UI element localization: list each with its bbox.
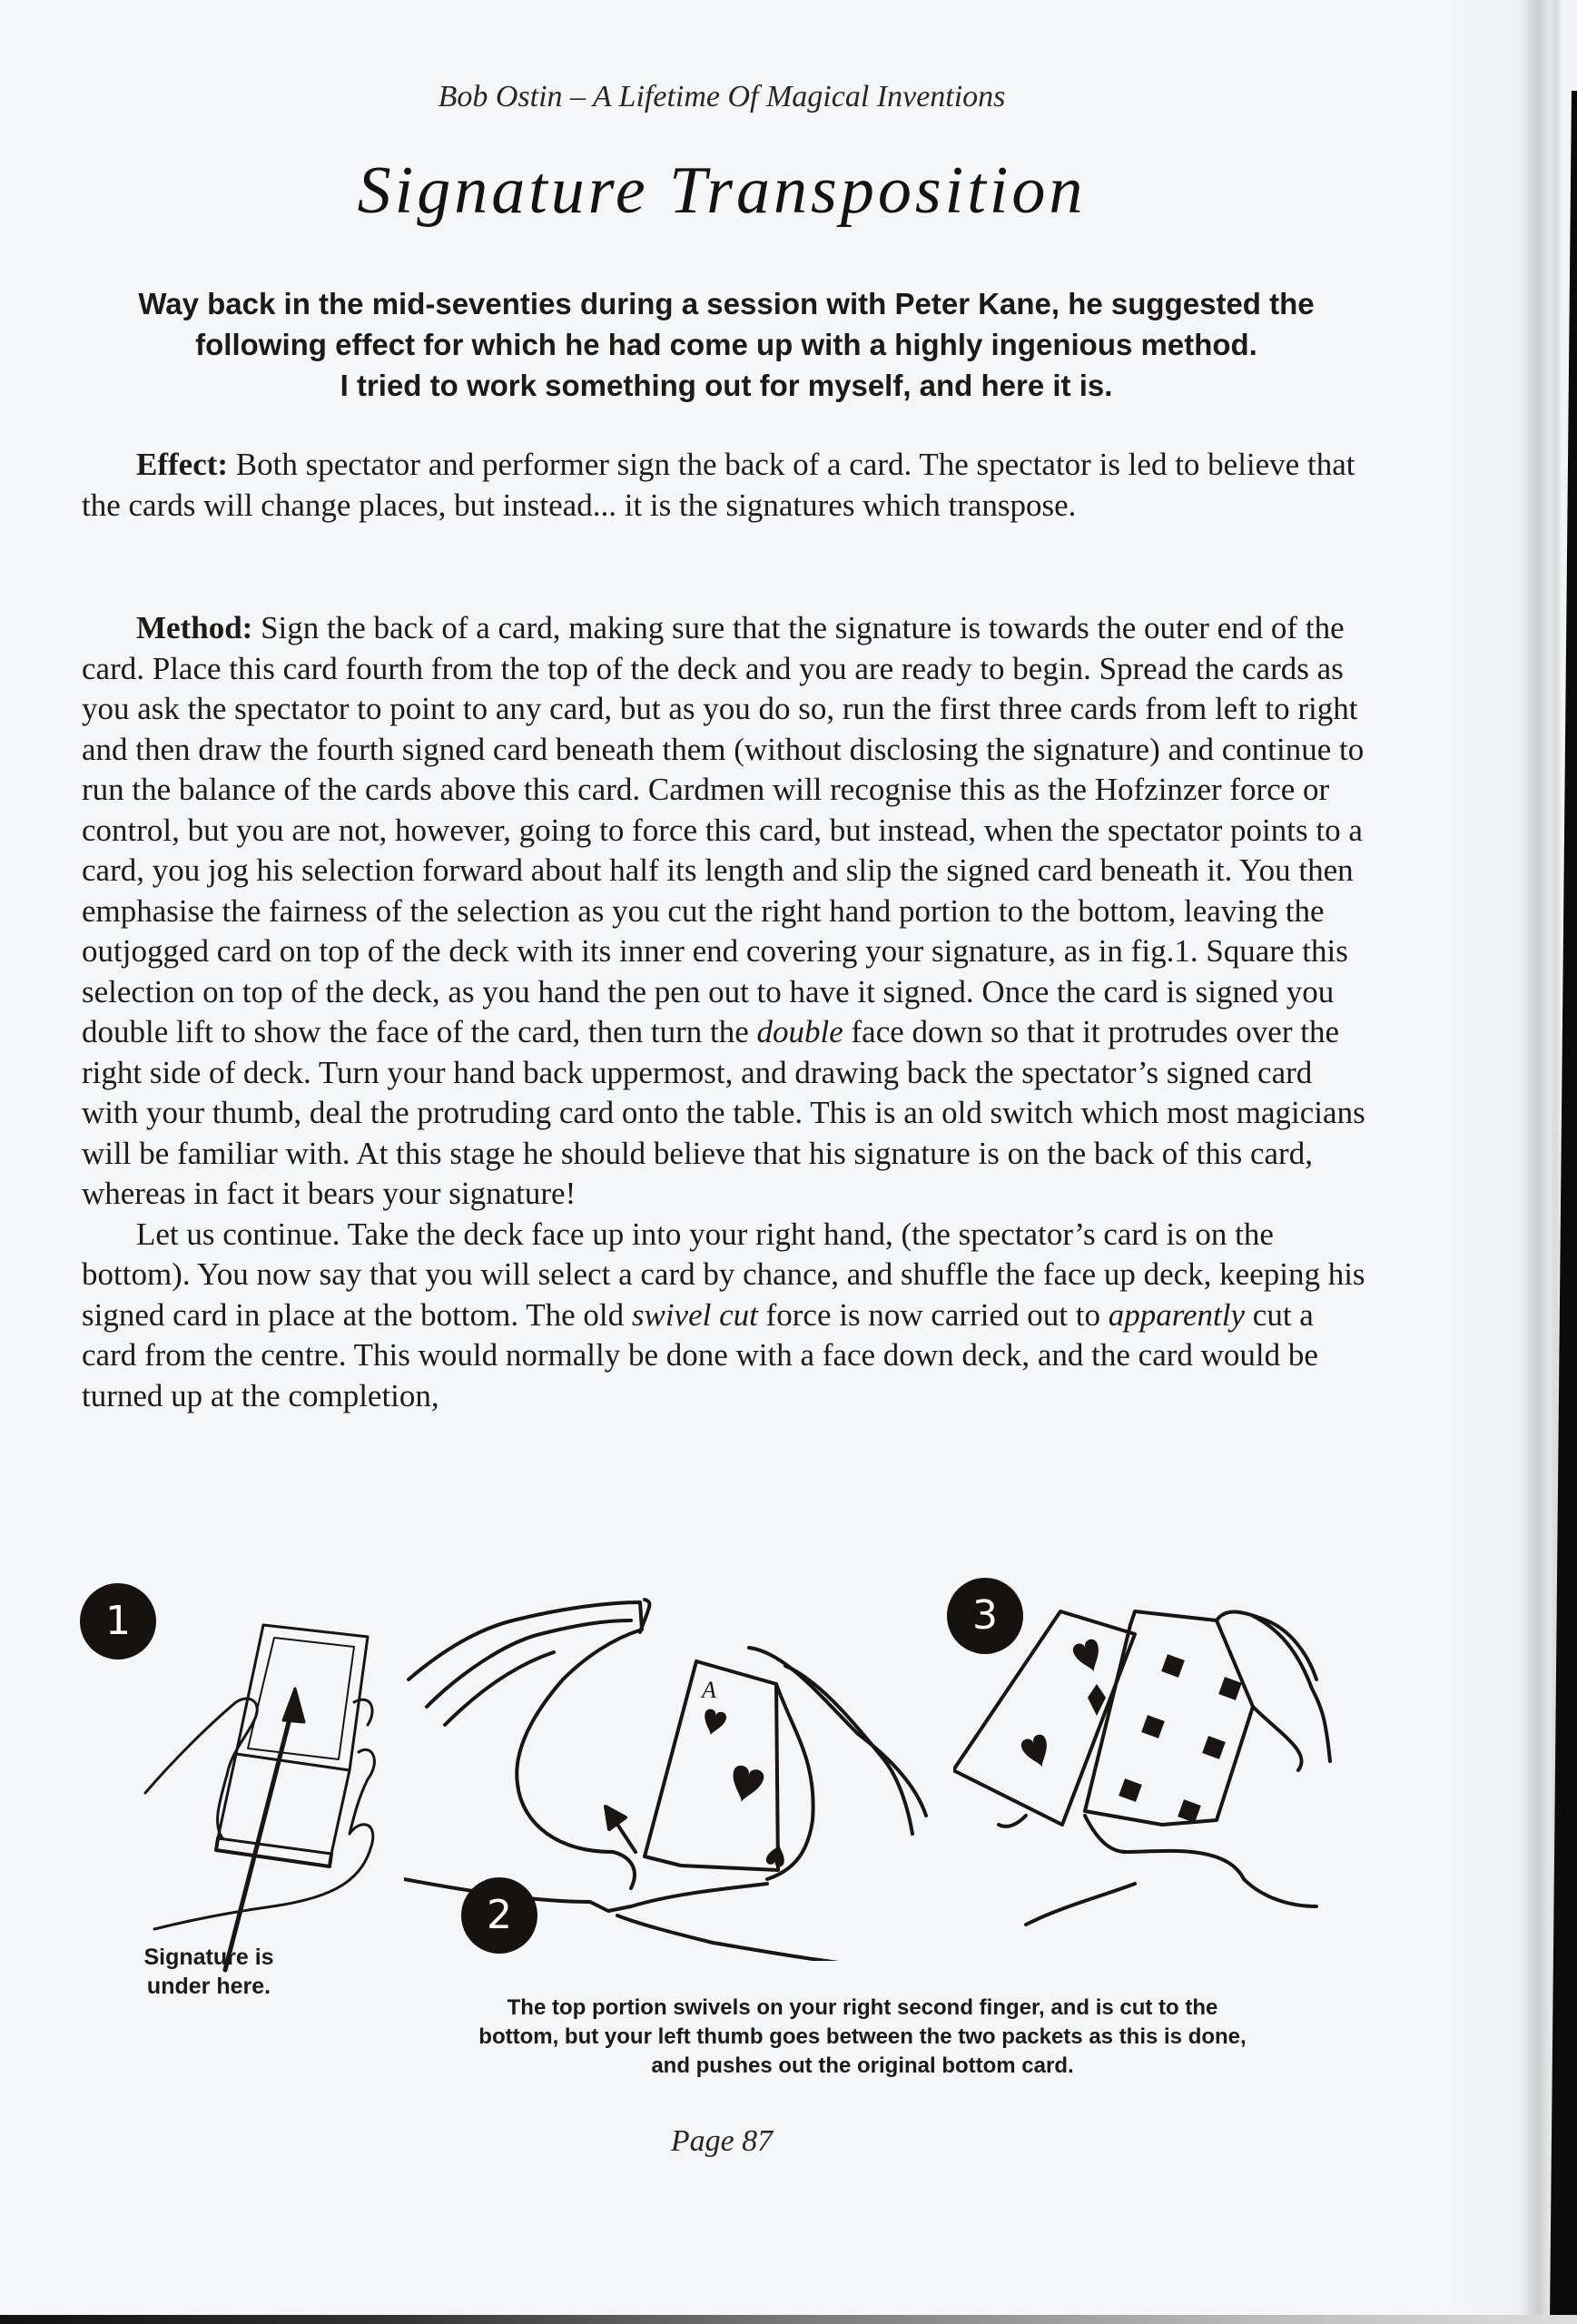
cards-pushed-out-illustration bbox=[953, 1580, 1353, 1961]
caption-line: bottom, but your left thumb goes between the two packets as this is done, bbox=[478, 2024, 1247, 2049]
effect-section bbox=[82, 445, 1371, 526]
intro-line: Way back in the mid-seventies during a session with Peter Kane, he suggested the bbox=[138, 287, 1315, 320]
continue-paragraph bbox=[82, 1215, 1371, 1417]
page-number: Page 87 bbox=[670, 2124, 774, 2158]
effect-paragraph bbox=[82, 445, 1371, 526]
intro-line: following effect for which he had come up with a highly ingenious method. bbox=[195, 328, 1257, 361]
figure-2-badge: 2 bbox=[461, 1877, 537, 1954]
method-paragraph bbox=[82, 608, 1371, 1215]
continue-text: force is now carried out to bbox=[757, 1296, 1109, 1333]
method-label: Method: bbox=[136, 610, 253, 645]
figure-caption bbox=[427, 1994, 1298, 2081]
caption-line: The top portion swivels on your right second finger, and is cut to the bbox=[507, 1995, 1218, 2020]
figure-1-label bbox=[118, 1943, 300, 2001]
caption-line: and pushes out the original bottom card. bbox=[651, 2053, 1074, 2078]
figure-1-badge: 1 bbox=[80, 1583, 156, 1659]
continue-text: cut a card from the centre. This would normally be done with a face down deck, and the card would be turned up at the completion, bbox=[82, 1296, 1318, 1413]
page-bottom-edge bbox=[0, 2315, 1577, 2324]
effect-label: Effect: bbox=[136, 447, 229, 482]
method-text: face down so that it protrudes over the right side of deck. Turn your hand back uppermost, and drawing back the spectator’s signed card with your thumb, deal the protruding card onto the table. This is an old switch which most magicians will be familiar with. At this stage he should believe that his signature is on the back of this card, whereas in fact it bears your signature! bbox=[82, 1014, 1365, 1211]
emphasis-swivel-cut: swivel cut bbox=[631, 1296, 758, 1333]
intro-paragraph bbox=[82, 283, 1371, 406]
continue-text: Let us continue. Take the deck face up into your right hand, (the spectator’s card is on the bottom). You now say that you will select a card by chance, and shuffle the face up deck, keeping his signed card in place at the bottom. The old bbox=[82, 1216, 1365, 1333]
effect-text: Both spectator and performer sign the back of a card. The spectator is led to believe that the cards will change places, but instead... it is the signatures which transpose. bbox=[82, 447, 1355, 523]
intro-line: I tried to work something out for myself, and here it is. bbox=[340, 369, 1113, 402]
method-text: Sign the back of a card, making sure that the signature is towards the outer end of the card. Place this card fourth from the top of the deck and you are ready to begin. Spread the cards as you ask the spectator to point to any card, but as you do so, run the first three cards from left to right and then draw the fourth signed card beneath them (without disclosing the signature) and continue to run the balance of the cards above this card. Cardmen will recognise this as the Hofzinzer force or control, but you are not, however, going to force this card, but instead, when the spectator points to a card, you jog his selection forward about half its length and slip the signed card beneath it. You then emphasise the fairness of the selection as you cut the right hand portion to the bottom, leaving the outjogged card on top of the deck with its inner end covering your signature, as in fig.1. Square this selection on top of the deck, as you hand the pen out to have it signed. Once the card is signed you double lift to show the face of the card, then turn the bbox=[82, 610, 1365, 1049]
figure-1-label-line: under here. bbox=[146, 1974, 271, 1999]
method-section bbox=[82, 608, 1371, 1416]
figure-area bbox=[64, 1571, 1353, 2043]
figure-3-badge: 3 bbox=[947, 1578, 1023, 1654]
emphasis-double: double bbox=[756, 1014, 843, 1049]
card-index-ace: A bbox=[702, 1677, 716, 1703]
running-head: Bob Ostin – A Lifetime Of Magical Inventions bbox=[438, 80, 1006, 113]
figure-1-label-line: Signature is bbox=[143, 1945, 274, 1970]
page-title: Signature Transposition bbox=[357, 153, 1087, 228]
emphasis-apparently: apparently bbox=[1108, 1296, 1246, 1333]
